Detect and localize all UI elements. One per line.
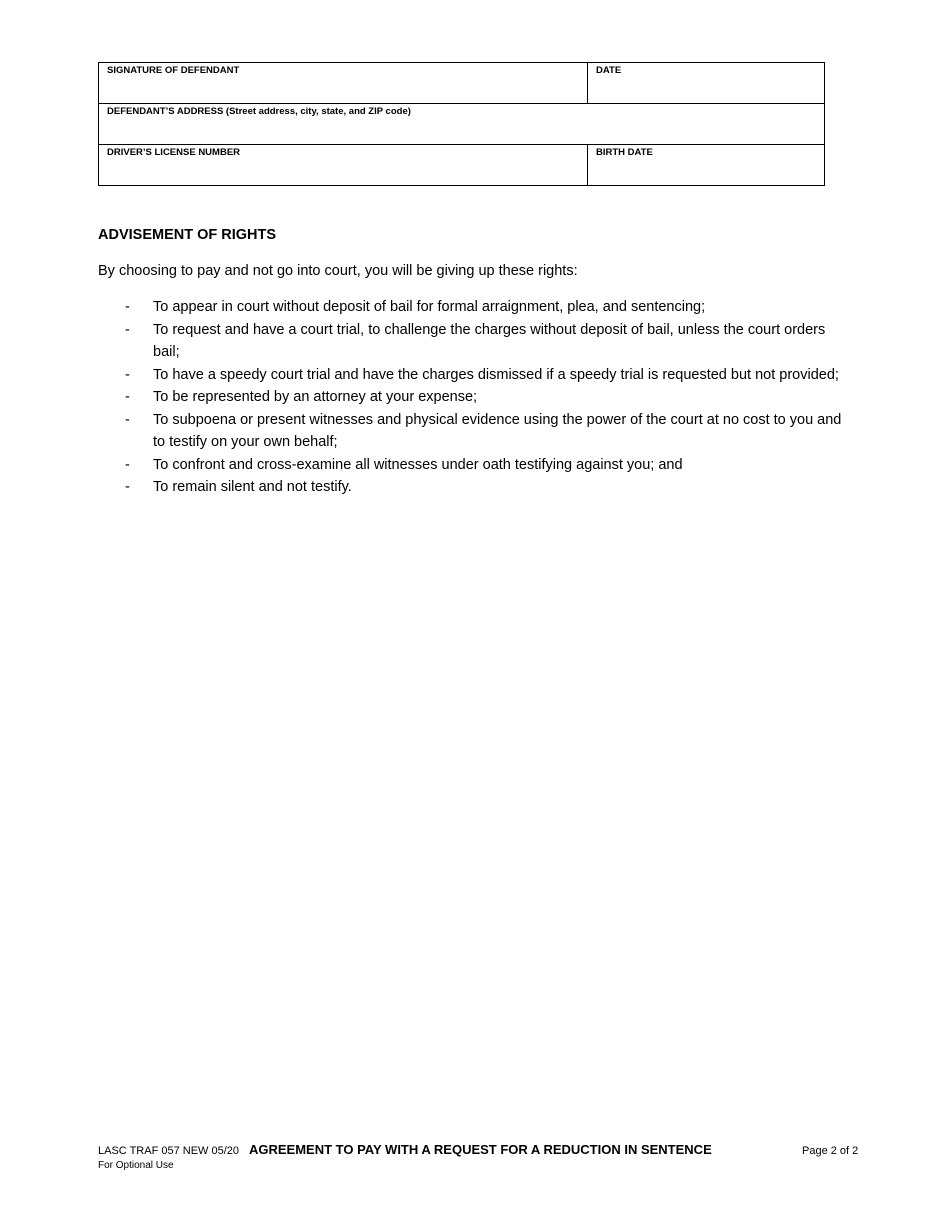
right-text: To confront and cross-examine all witnesses under oath testifying against you; and bbox=[153, 456, 683, 473]
form-title: AGREEMENT TO PAY WITH A REQUEST FOR A REDUCTION IN SENTENCE bbox=[249, 1142, 712, 1157]
date-field[interactable] bbox=[588, 63, 825, 104]
bullet-dash: - bbox=[125, 479, 130, 495]
right-text: To request and have a court trial, to challenge the charges without deposit of bail, unless the court orders bail; bbox=[153, 321, 826, 360]
bullet-dash: - bbox=[125, 411, 130, 428]
list-item bbox=[98, 296, 848, 319]
bullet-dash: - bbox=[125, 456, 130, 473]
list-item bbox=[98, 386, 848, 409]
right-text: To subpoena or present witnesses and physical evidence using the power of the court at no cost to you and to testify on your own behalf; bbox=[153, 411, 842, 450]
table-row bbox=[99, 63, 825, 104]
license-number-label: DRIVER’S LICENSE NUMBER bbox=[107, 147, 241, 158]
defendant-info-table bbox=[98, 62, 825, 186]
birth-date-field[interactable] bbox=[588, 145, 825, 186]
advisement-heading: ADVISEMENT OF RIGHTS bbox=[98, 227, 277, 243]
list-item bbox=[98, 409, 848, 454]
right-text: To be represented by an attorney at your expense; bbox=[153, 389, 478, 405]
right-text: To appear in court without deposit of bail for formal arraignment, plea, and sentencing; bbox=[153, 299, 706, 315]
date-label: DATE bbox=[596, 65, 622, 76]
advisement-intro: By choosing to pay and not go into court, you will be giving up these rights: bbox=[98, 263, 578, 279]
right-text: To remain silent and not testify. bbox=[153, 479, 352, 495]
table-row bbox=[99, 104, 825, 145]
signature-label: SIGNATURE OF DEFENDANT bbox=[107, 65, 240, 76]
form-code: LASC TRAF 057 NEW 05/20 bbox=[98, 1145, 240, 1157]
list-item bbox=[98, 364, 848, 387]
optional-use-note: For Optional Use bbox=[98, 1160, 174, 1171]
bullet-dash: - bbox=[125, 389, 130, 405]
birth-date-label: BIRTH DATE bbox=[596, 147, 653, 158]
list-item bbox=[98, 319, 848, 364]
license-number-field[interactable] bbox=[99, 145, 588, 186]
rights-list bbox=[98, 296, 848, 499]
bullet-dash: - bbox=[125, 299, 130, 315]
right-text: To have a speedy court trial and have the charges dismissed if a speedy trial is requested but not provided; bbox=[153, 366, 839, 383]
address-field[interactable] bbox=[99, 104, 825, 145]
page-number: Page 2 of 2 bbox=[802, 1145, 859, 1157]
list-item bbox=[98, 476, 848, 499]
signature-field[interactable] bbox=[99, 63, 588, 104]
bullet-dash: - bbox=[125, 366, 130, 383]
table-row bbox=[99, 145, 825, 186]
bullet-dash: - bbox=[125, 321, 130, 338]
address-label: DEFENDANT’S ADDRESS (Street address, city, state, and ZIP code) bbox=[107, 106, 411, 117]
list-item bbox=[98, 454, 848, 477]
